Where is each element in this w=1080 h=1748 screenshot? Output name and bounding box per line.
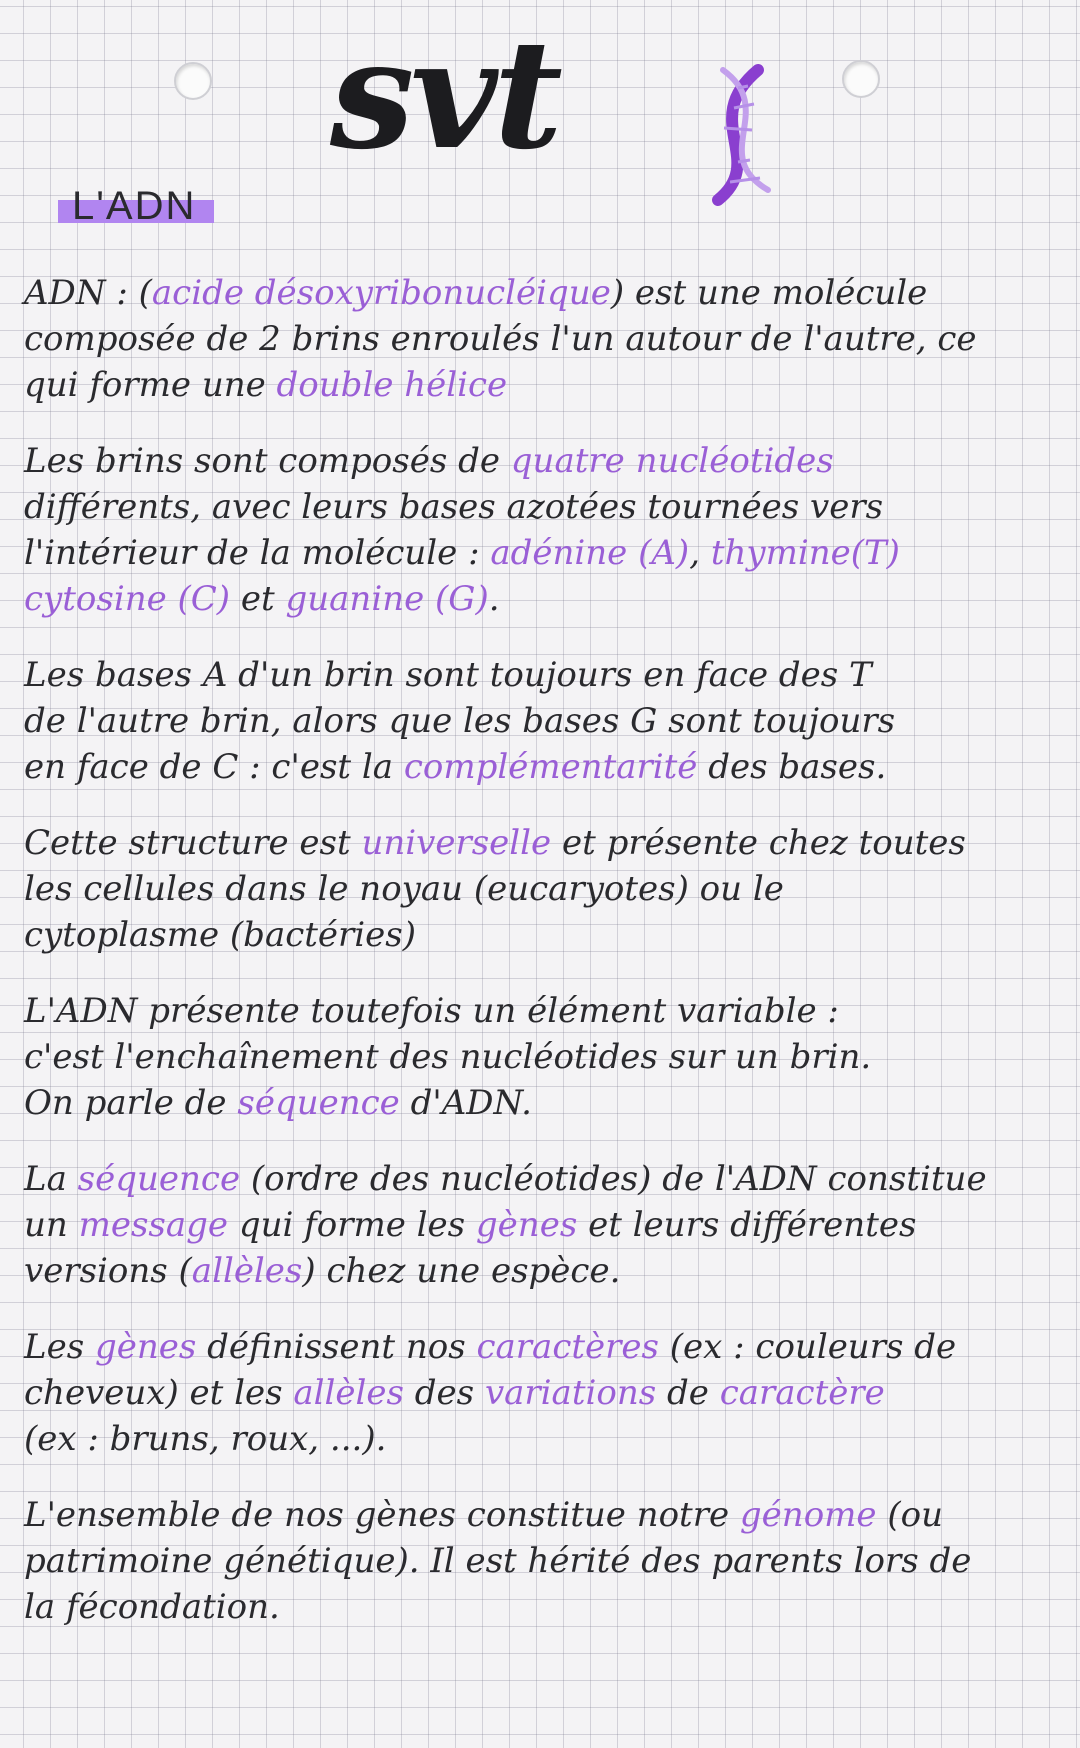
text-line — [24, 1156, 1064, 1202]
paragraph — [24, 1324, 1064, 1462]
highlighted-term: gènes — [475, 1205, 578, 1245]
highlighted-term: double hélice — [276, 365, 508, 405]
text-segment: de — [656, 1373, 720, 1413]
text-line — [24, 1324, 1064, 1370]
text-line — [24, 1248, 1064, 1294]
text-segment: et — [230, 579, 286, 619]
highlighted-term: séquence — [77, 1159, 241, 1199]
text-segment: c'est l'enchaînement des nucléotides sur un brin. — [24, 1037, 872, 1077]
highlighted-term: caractère — [719, 1373, 885, 1413]
text-segment: en face de C : c'est la — [24, 747, 404, 787]
text-line — [24, 698, 1064, 744]
text-segment: de l'autre brin, alors que les bases G sont toujours — [24, 701, 896, 741]
highlighted-term: acide désoxyribonucléique — [151, 273, 611, 313]
text-line — [24, 1034, 1064, 1080]
highlighted-term: universelle — [361, 823, 552, 863]
text-segment: ) chez une espèce. — [302, 1251, 621, 1291]
text-segment: Les bases A d'un brin sont toujours en face des T — [24, 655, 872, 695]
text-line — [24, 744, 1064, 790]
text-line — [24, 1538, 1064, 1584]
text-segment: la fécondation. — [24, 1587, 280, 1627]
text-line — [24, 1370, 1064, 1416]
text-line — [24, 866, 1064, 912]
text-segment: patrimoine génétique). Il est hérité des parents lors de — [24, 1541, 972, 1581]
text-segment: des — [403, 1373, 485, 1413]
text-line — [24, 912, 1064, 958]
text-segment: et présente chez toutes — [551, 823, 966, 863]
text-segment: versions ( — [24, 1251, 192, 1291]
text-segment: composée de 2 brins enroulés l'un autour de l'autre, ce — [24, 319, 977, 359]
highlighted-term: variations — [484, 1373, 657, 1413]
text-segment: des bases. — [697, 747, 887, 787]
paragraph — [24, 1492, 1064, 1630]
text-segment: les cellules dans le noyau (eucaryotes) ou le — [24, 869, 784, 909]
text-line — [24, 652, 1064, 698]
text-segment: , — [689, 533, 711, 573]
paragraph — [24, 988, 1064, 1126]
text-segment: un — [24, 1205, 79, 1245]
text-line — [24, 270, 1064, 316]
paragraph — [24, 270, 1064, 408]
section-heading: L'ADN — [58, 186, 214, 226]
text-segment: Les brins sont composés de — [24, 441, 511, 481]
text-line — [24, 316, 1064, 362]
text-segment: définissent nos — [196, 1327, 477, 1367]
text-segment: L'ensemble de nos gènes constitue notre — [24, 1495, 740, 1535]
text-segment: (ou — [876, 1495, 943, 1535]
text-segment: différents, avec leurs bases azotées tournées vers — [24, 487, 884, 527]
page-title: svt — [330, 7, 559, 183]
text-segment: l'intérieur de la molécule : — [24, 533, 491, 573]
text-segment: . — [488, 579, 500, 619]
text-line — [24, 362, 1064, 408]
paragraph — [24, 652, 1064, 790]
highlighted-term: complémentarité — [403, 747, 698, 787]
highlighted-term: guanine (G) — [285, 579, 489, 619]
text-segment: (ex : bruns, roux, ...). — [24, 1419, 387, 1459]
highlighted-term: thymine(T) — [710, 533, 900, 573]
text-line — [24, 576, 1064, 622]
text-line — [24, 820, 1064, 866]
text-segment: cheveux) et les — [24, 1373, 294, 1413]
text-segment: La — [24, 1159, 78, 1199]
highlighted-term: allèles — [191, 1251, 303, 1291]
text-line — [24, 1080, 1064, 1126]
notes-body — [24, 270, 1064, 1630]
highlighted-term: séquence — [237, 1083, 400, 1123]
highlighted-term: quatre nucléotides — [510, 441, 834, 481]
text-line — [24, 1202, 1064, 1248]
binder-hole-left — [174, 62, 212, 100]
text-segment: qui forme les — [228, 1205, 476, 1245]
text-line — [24, 1416, 1064, 1462]
text-segment: L'ADN présente toutefois un élément variable : — [24, 991, 839, 1031]
paragraph — [24, 820, 1064, 958]
text-line — [24, 530, 1064, 576]
highlighted-term: cytosine (C) — [24, 579, 231, 619]
text-segment: ADN : ( — [24, 273, 152, 313]
text-segment: Cette structure est — [24, 823, 362, 863]
binder-hole-right — [842, 60, 880, 98]
text-line — [24, 1584, 1064, 1630]
text-segment: On parle de — [24, 1083, 238, 1123]
text-segment: cytoplasme (bactéries) — [24, 915, 416, 955]
text-segment: (ex : couleurs de — [658, 1327, 957, 1367]
highlighted-term: allèles — [293, 1373, 404, 1413]
text-segment: Les — [24, 1327, 95, 1367]
text-line — [24, 438, 1064, 484]
highlighted-term: génome — [739, 1495, 877, 1535]
text-segment: d'ADN. — [399, 1083, 532, 1123]
text-line — [24, 1492, 1064, 1538]
text-line — [24, 484, 1064, 530]
text-segment: (ordre des nucléotides) de l'ADN constitue — [240, 1159, 987, 1199]
highlighted-term: adénine (A) — [490, 533, 690, 573]
dna-helix-icon — [678, 50, 798, 210]
paragraph — [24, 1156, 1064, 1294]
text-segment: qui forme une — [24, 365, 277, 405]
text-segment: ) est une molécule — [610, 273, 928, 313]
text-segment: et leurs différentes — [577, 1205, 917, 1245]
highlighted-term: caractères — [476, 1327, 659, 1367]
highlighted-term: gènes — [94, 1327, 197, 1367]
paragraph — [24, 438, 1064, 622]
text-line — [24, 988, 1064, 1034]
highlighted-term: message — [78, 1205, 229, 1245]
